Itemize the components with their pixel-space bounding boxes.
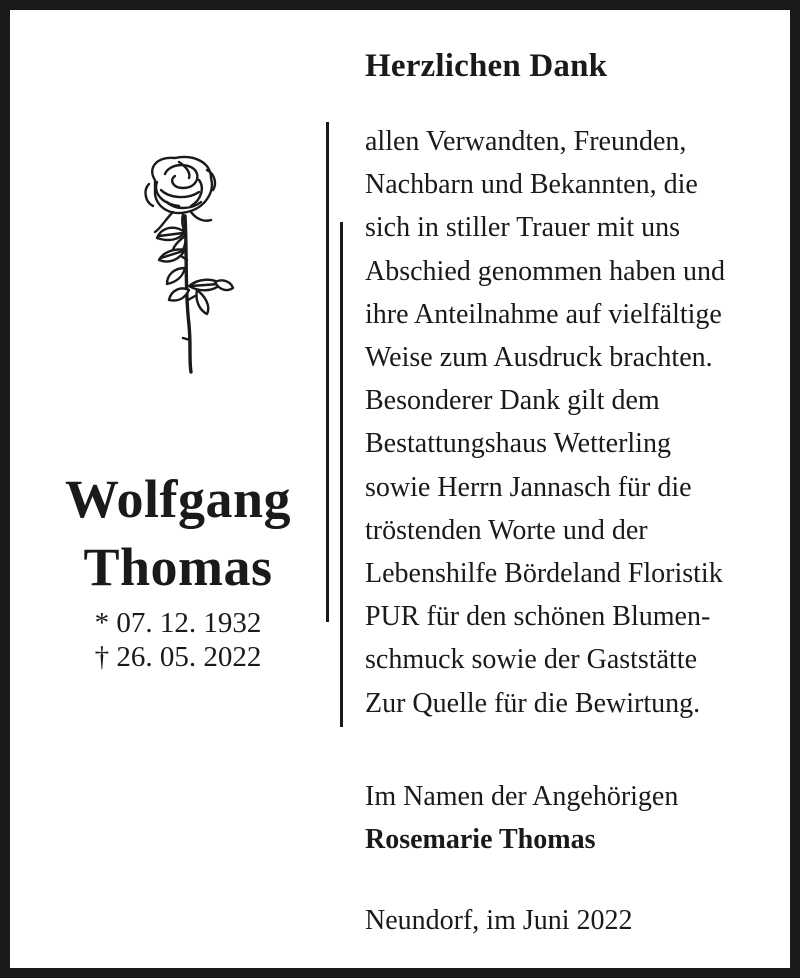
- signoff-intro: Im Namen der Angehörigen: [365, 781, 679, 812]
- death-date: † 26. 05. 2022: [94, 641, 262, 673]
- birth-date: * 07. 12. 1932: [94, 607, 262, 639]
- text-line: ihre Anteilnahme auf vielfältige: [365, 298, 722, 330]
- thank-you-text: [365, 120, 785, 725]
- deceased-last-name: Thomas: [83, 537, 273, 597]
- text-line: allen Verwandten, Freunden,: [365, 126, 687, 157]
- text-line: Besonderer Dank gilt dem: [365, 385, 660, 417]
- deceased-first-name: Wolfgang: [64, 469, 292, 529]
- text-line: sowie Herrn Jannasch für die: [365, 471, 692, 503]
- signoff: [365, 775, 678, 861]
- place-date: Neundorf, im Juni 2022: [365, 905, 633, 936]
- text-line: Abschied genommen haben und: [365, 255, 726, 287]
- heading: Herzlichen Dank: [365, 48, 608, 84]
- divider-line: [340, 222, 343, 727]
- signer-name: Rosemarie Thomas: [365, 824, 596, 855]
- text-line: Weise zum Ausdruck brachten.: [365, 342, 713, 374]
- divider-line: [326, 122, 329, 622]
- rose-icon: [135, 150, 240, 375]
- life-dates: [30, 606, 326, 674]
- text-line: tröstenden Worte und der: [365, 514, 648, 546]
- text-line: schmuck sowie der Gaststätte: [365, 644, 698, 676]
- text-line: Lebenshilfe Bördeland Floristik: [365, 558, 723, 590]
- text-line: Zur Quelle für die Bewirtung.: [365, 687, 701, 719]
- text-line: Nachbarn und Bekannten, die: [365, 169, 698, 201]
- text-line: sich in stiller Trauer mit uns: [365, 212, 680, 244]
- text-line: Bestattungshaus Wetterling: [365, 428, 671, 460]
- text-line: PUR für den schönen Blumen-: [365, 601, 711, 633]
